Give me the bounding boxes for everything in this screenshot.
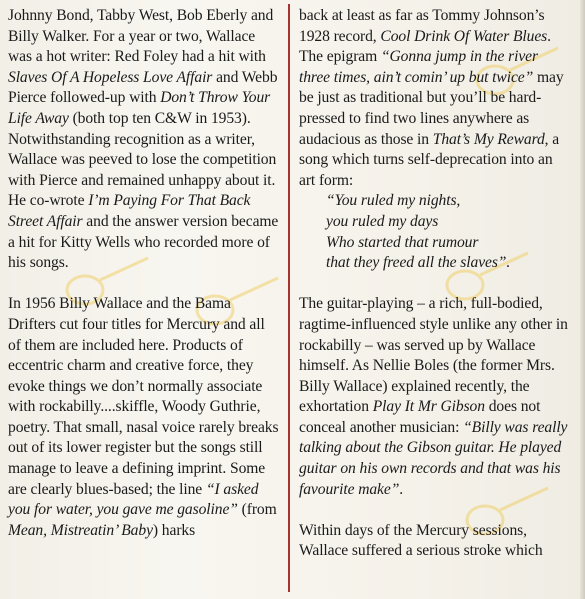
lyric-line: Who started that rumour: [326, 233, 479, 251]
paragraph: Johnny Bond, Tabby West, Bob Eberly and Billy Walker. For a year or two, Wallace was a hot writer: Red Foley had a hit with Slaves Of A Hopeless Love Affair and Webb Pierce followed-up with Don’t Throw Your Life Away (both top ten C&W in 1953). Notwithstanding recognition as a writer, Wallace was peeved to lose the competition with Pierce and remained unhappy about it. He co-wrote I’m Paying For That Back Street Affair and the answer version became a hit for Kitty Wells who recorded more of his songs.: [8, 7, 279, 272]
paragraph: Within days of the Mercury sessions, Wallace suffered a serious stroke which: [299, 521, 543, 560]
paragraph: The guitar-playing – a rich, full-bodied, ragtime-influenced style unlike any other in rockabilly – was served up by Wallace himself. As Nellie Boles (the former Mrs. Billy Wallace) explained recently, the exhortation Play It Mr Gibson does not conceal another musician: “Billy was really talking about the Gibson guitar. He played guitar on his own records and that was his favourite make”.: [299, 295, 568, 498]
paragraph: In 1956 Billy Wallace and the Bama Drifters cut four titles for Mercury and all of them are included here. Products of eccentric charm and creative force, they evoke things we don’t normally associate with rockabilly....skiffle, Woody Guthrie, poetry. That small, nasal voice rarely breaks out of its lower register but the songs still manage to leave a defining imprint. Some are clearly blues-based; the line “I asked you for water, you gave me gasoline” (from Mean, Mistreatin’ Baby) harks: [8, 295, 279, 539]
column-divider: [288, 4, 290, 592]
paragraph: back at least as far as Tommy Johnson’s 1928 record, Cool Drink Of Water Blues. The epigram “Gonna jump in the river three times, ain’t comin’ up but twice” may be just as traditional but you’ll be hard-pressed to find two lines anywhere as audacious as those in That’s My Reward, a song which turns self-deprecation into an art form:: [299, 7, 564, 189]
lyric-line: “You ruled my nights,: [326, 192, 461, 210]
page-edge: [580, 0, 585, 599]
left-column: [8, 6, 280, 541]
lyric-line: that they freed all the slaves”.: [326, 254, 511, 272]
right-column: [299, 6, 569, 562]
lyric-line: you ruled my days: [326, 212, 439, 230]
